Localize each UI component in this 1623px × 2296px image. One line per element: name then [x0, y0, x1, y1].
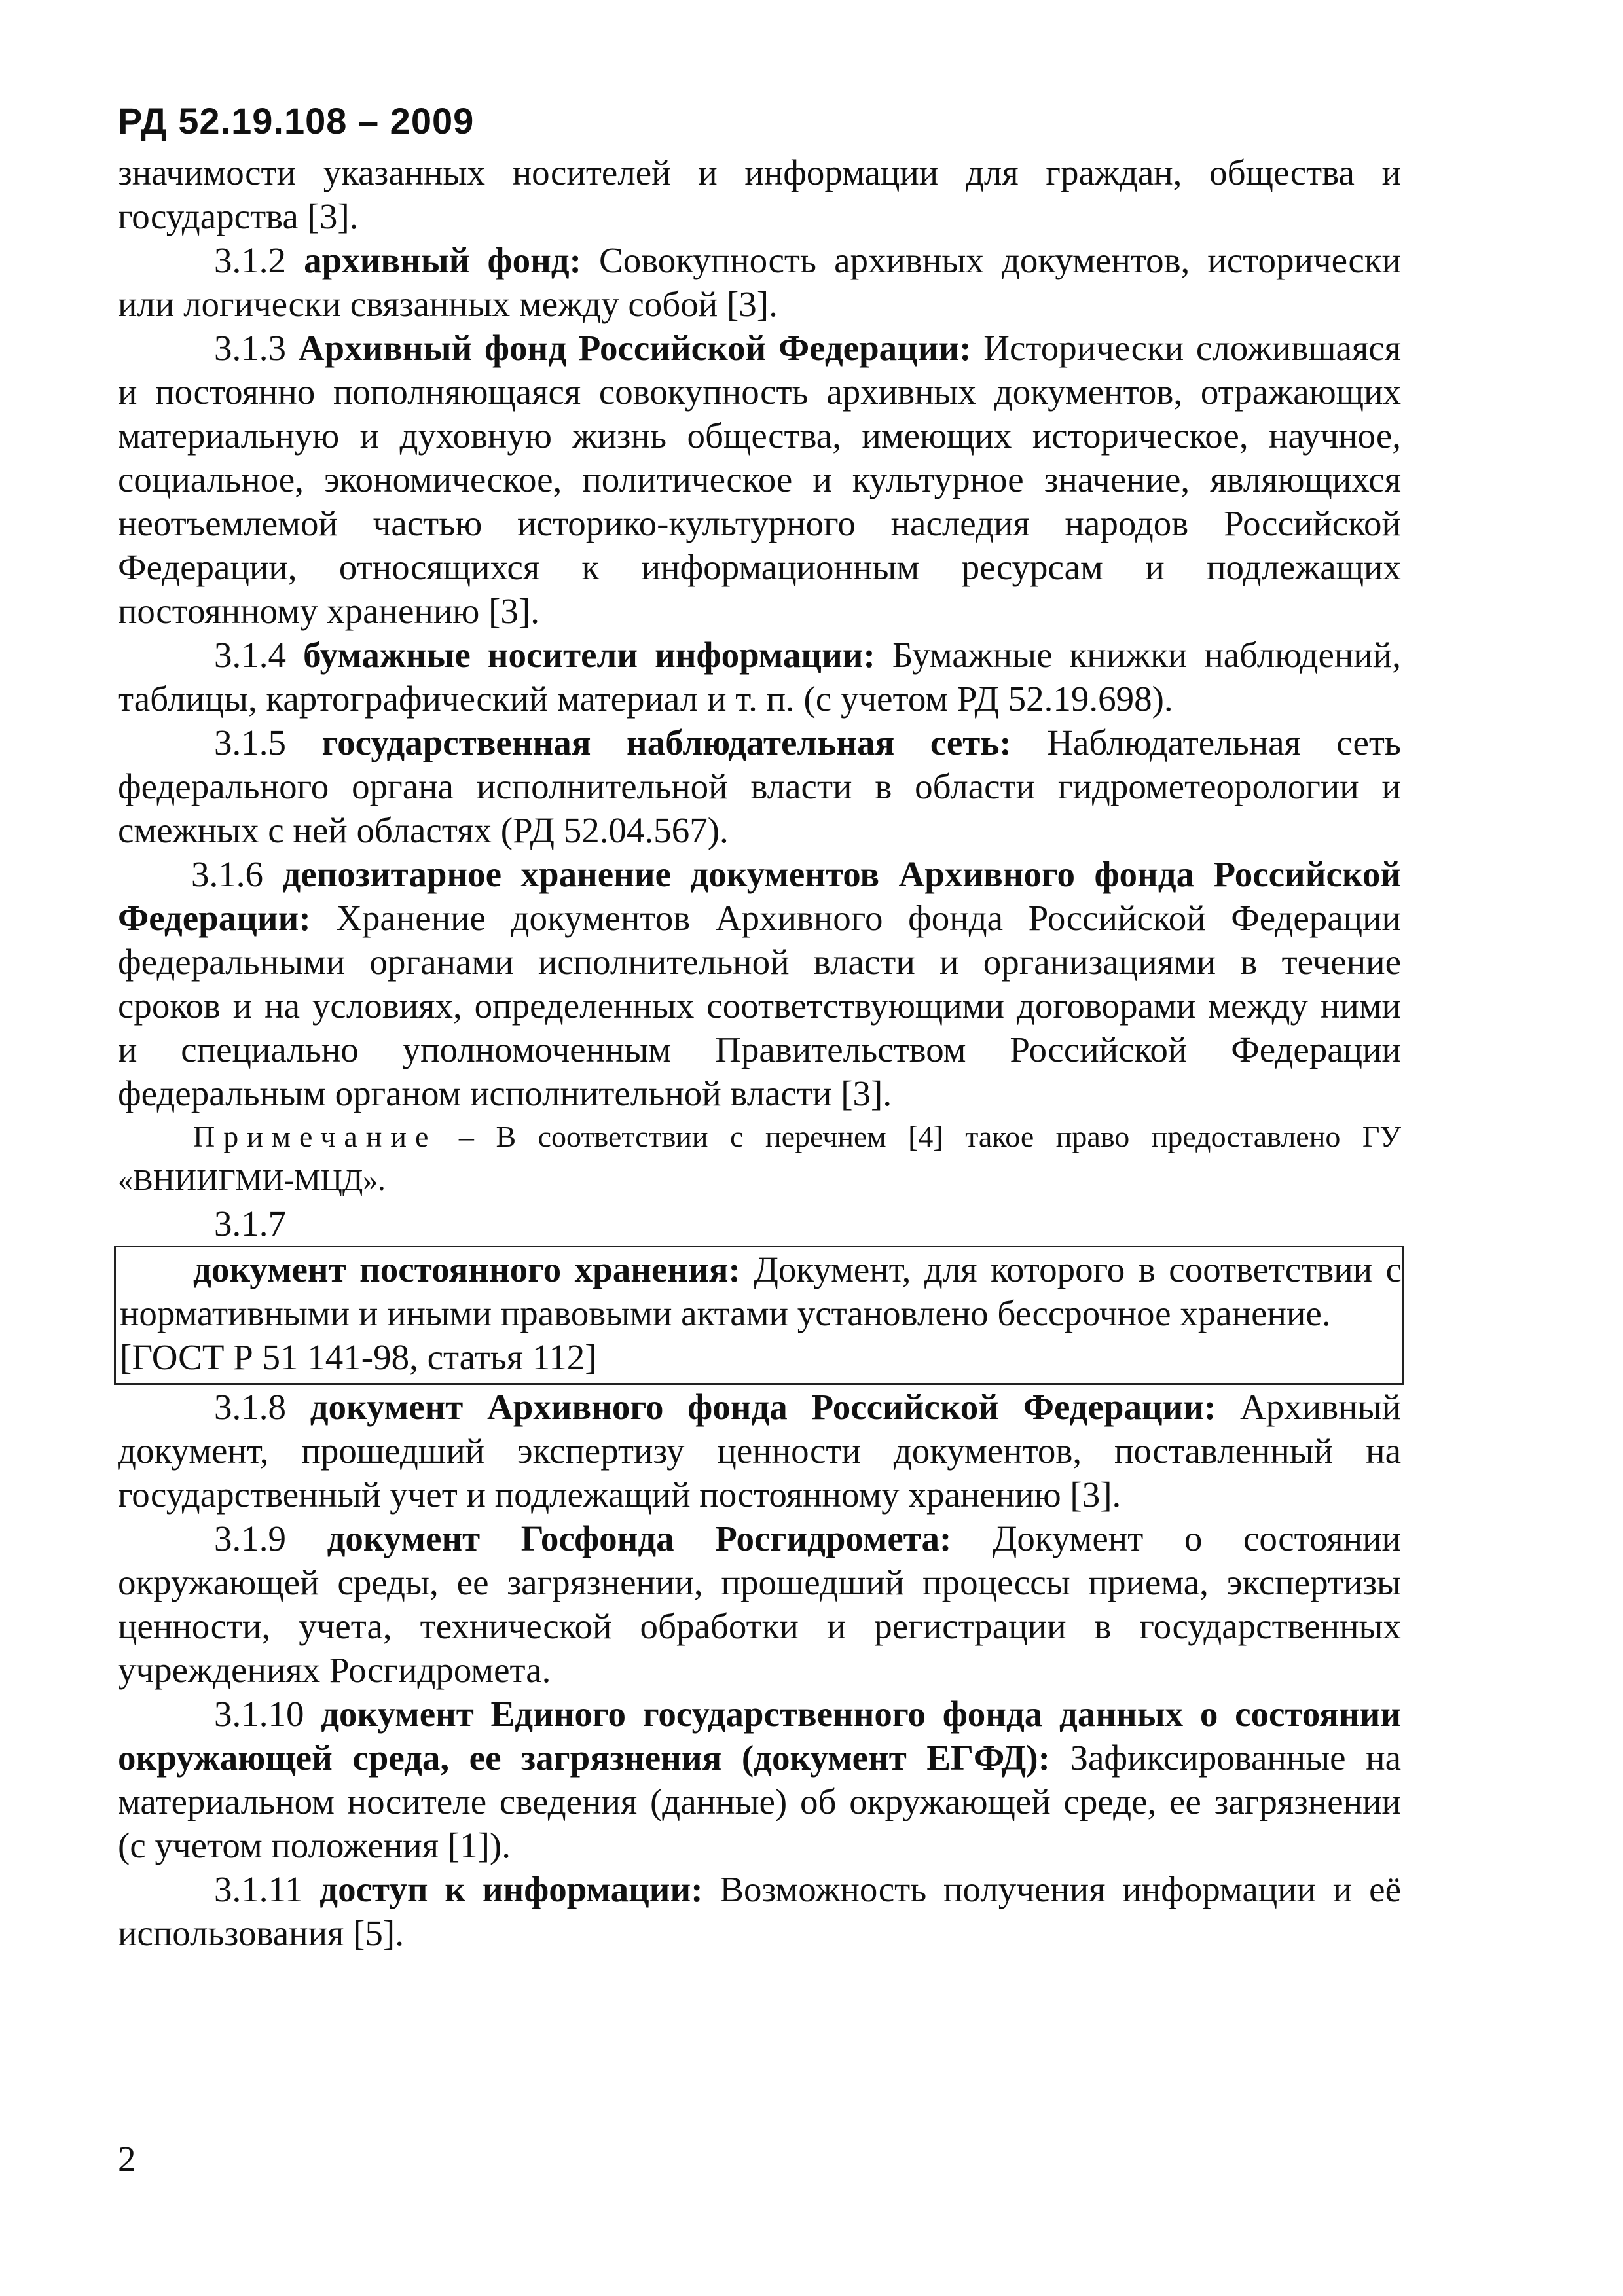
term-3-1-8 [118, 1385, 1401, 1516]
term-name: документ Единого государственного фонда данных о состоянии окружающей среда, ее загрязнения (документ ЕГФД): [118, 1694, 1402, 1778]
term-definition: Возможность получения информации и её использования [5]. [118, 1869, 1401, 1953]
term-name: документ Архивного фонда Российской Федерации: [310, 1387, 1216, 1427]
term-name: архивный фонд: [304, 240, 581, 280]
term-3-1-5 [118, 721, 1401, 852]
boxed-term-frame [114, 1246, 1404, 1385]
document-code-header: РД 52.19.108 – 2009 [118, 100, 475, 141]
term-number: 3.1.4 [214, 635, 286, 675]
term-source-reference: [ГОСТ Р 51 141-98, статья 112] [120, 1337, 597, 1377]
term-definition: Архивный документ, прошедший экспертизу ценности документов, поставленный на государственный учет и подлежащий постоянному хранению [3]. [118, 1387, 1401, 1515]
page-number: 2 [118, 2139, 136, 2179]
term-number: 3.1.10 [214, 1694, 304, 1734]
term-3-1-4 [118, 633, 1401, 721]
term-3-1-3 [118, 326, 1401, 633]
term-definition: Исторически сложившаяся и постоянно пополняющаяся совокупность архивных документов, отражающих материальную и духовную жизнь общества, имеющих историческое, научное, социальное, экономическое, политическое и культурное значение, являющихся неотъемлемой частью историко-культурного наследия народов Российской Федерации, относящихся к информационным ресурсам и подлежащих постоянному хранению [3]. [118, 328, 1402, 631]
term-3-1-9 [118, 1516, 1401, 1692]
term-name: доступ к информации: [319, 1869, 703, 1909]
term-definition: Наблюдательная сеть федерального органа исполнительной власти в области гидрометеорологии и смежных с ней областях (РД 52.04.567). [118, 723, 1402, 850]
term-name: документ постоянного хранения: [193, 1249, 740, 1289]
term-3-1-7-number: 3.1.7 [214, 1204, 286, 1244]
term-definition: Документ, для которого в соответствии с нормативными и иными правовыми актами установлено бессрочное хранение. [120, 1249, 1402, 1333]
note-text: – В соответствии с перечнем [4] такое право предоставлено ГУ «ВНИИГМИ-МЦД». [118, 1120, 1401, 1196]
term-name: депозитарное хранение документов Архивного фонда Российской Федерации: [118, 854, 1402, 938]
term-definition: Зафиксированные на материальном носителе сведения (данные) об окружающей среде, ее загрязнении (с учетом положения [1]). [118, 1738, 1402, 1865]
term-number: 3.1.8 [214, 1387, 286, 1427]
term-number: 3.1.9 [214, 1518, 286, 1558]
term-name: Архивный фонд Российской Федерации: [298, 328, 972, 368]
term-name: государственная наблюдательная сеть: [321, 723, 1012, 762]
term-definition: Хранение документов Архивного фонда Российской Федерации федеральными органами исполнительной власти и организациями в течение сроков и на условиях, определенных соответствующими договорами между ними и специально уполномоченным Правительством Российской Федерации федеральным органом исполнительной власти [3]. [118, 898, 1401, 1113]
term-definition: Совокупность архивных документов, исторически или логически связанных между собой [3]. [118, 240, 1402, 324]
term-number: 3.1.11 [214, 1869, 303, 1909]
note-paragraph [118, 1115, 1401, 1202]
term-definition: Бумажные книжки наблюдений, таблицы, картографический материал и т. п. (с учетом РД 52.19.698). [118, 635, 1401, 719]
term-3-1-11 [118, 1867, 1401, 1955]
term-name: бумажные носители информации: [303, 635, 875, 675]
term-3-1-6 [118, 852, 1401, 1115]
term-3-1-7 [120, 1247, 1402, 1335]
term-3-1-10 [118, 1692, 1401, 1867]
term-name: документ Госфонда Росгидромета: [327, 1518, 952, 1558]
term-definition: Документ о состоянии окружающей среды, ее загрязнении, прошедший процессы приема, экспертизы ценности, учета, технической обработки и регистрации в государственных учреждениях Росгидромета. [118, 1518, 1401, 1690]
term-number: 3.1.2 [214, 240, 286, 280]
note-label: Примечание [193, 1120, 437, 1153]
term-number: 3.1.3 [214, 328, 286, 368]
continuation-paragraph: значимости указанных носителей и информации для граждан, общества и государства [3]. [118, 152, 1401, 236]
term-number: 3.1.5 [214, 723, 286, 762]
term-3-1-2 [118, 238, 1401, 326]
term-number: 3.1.6 [191, 854, 263, 894]
document-body [118, 151, 1401, 1955]
